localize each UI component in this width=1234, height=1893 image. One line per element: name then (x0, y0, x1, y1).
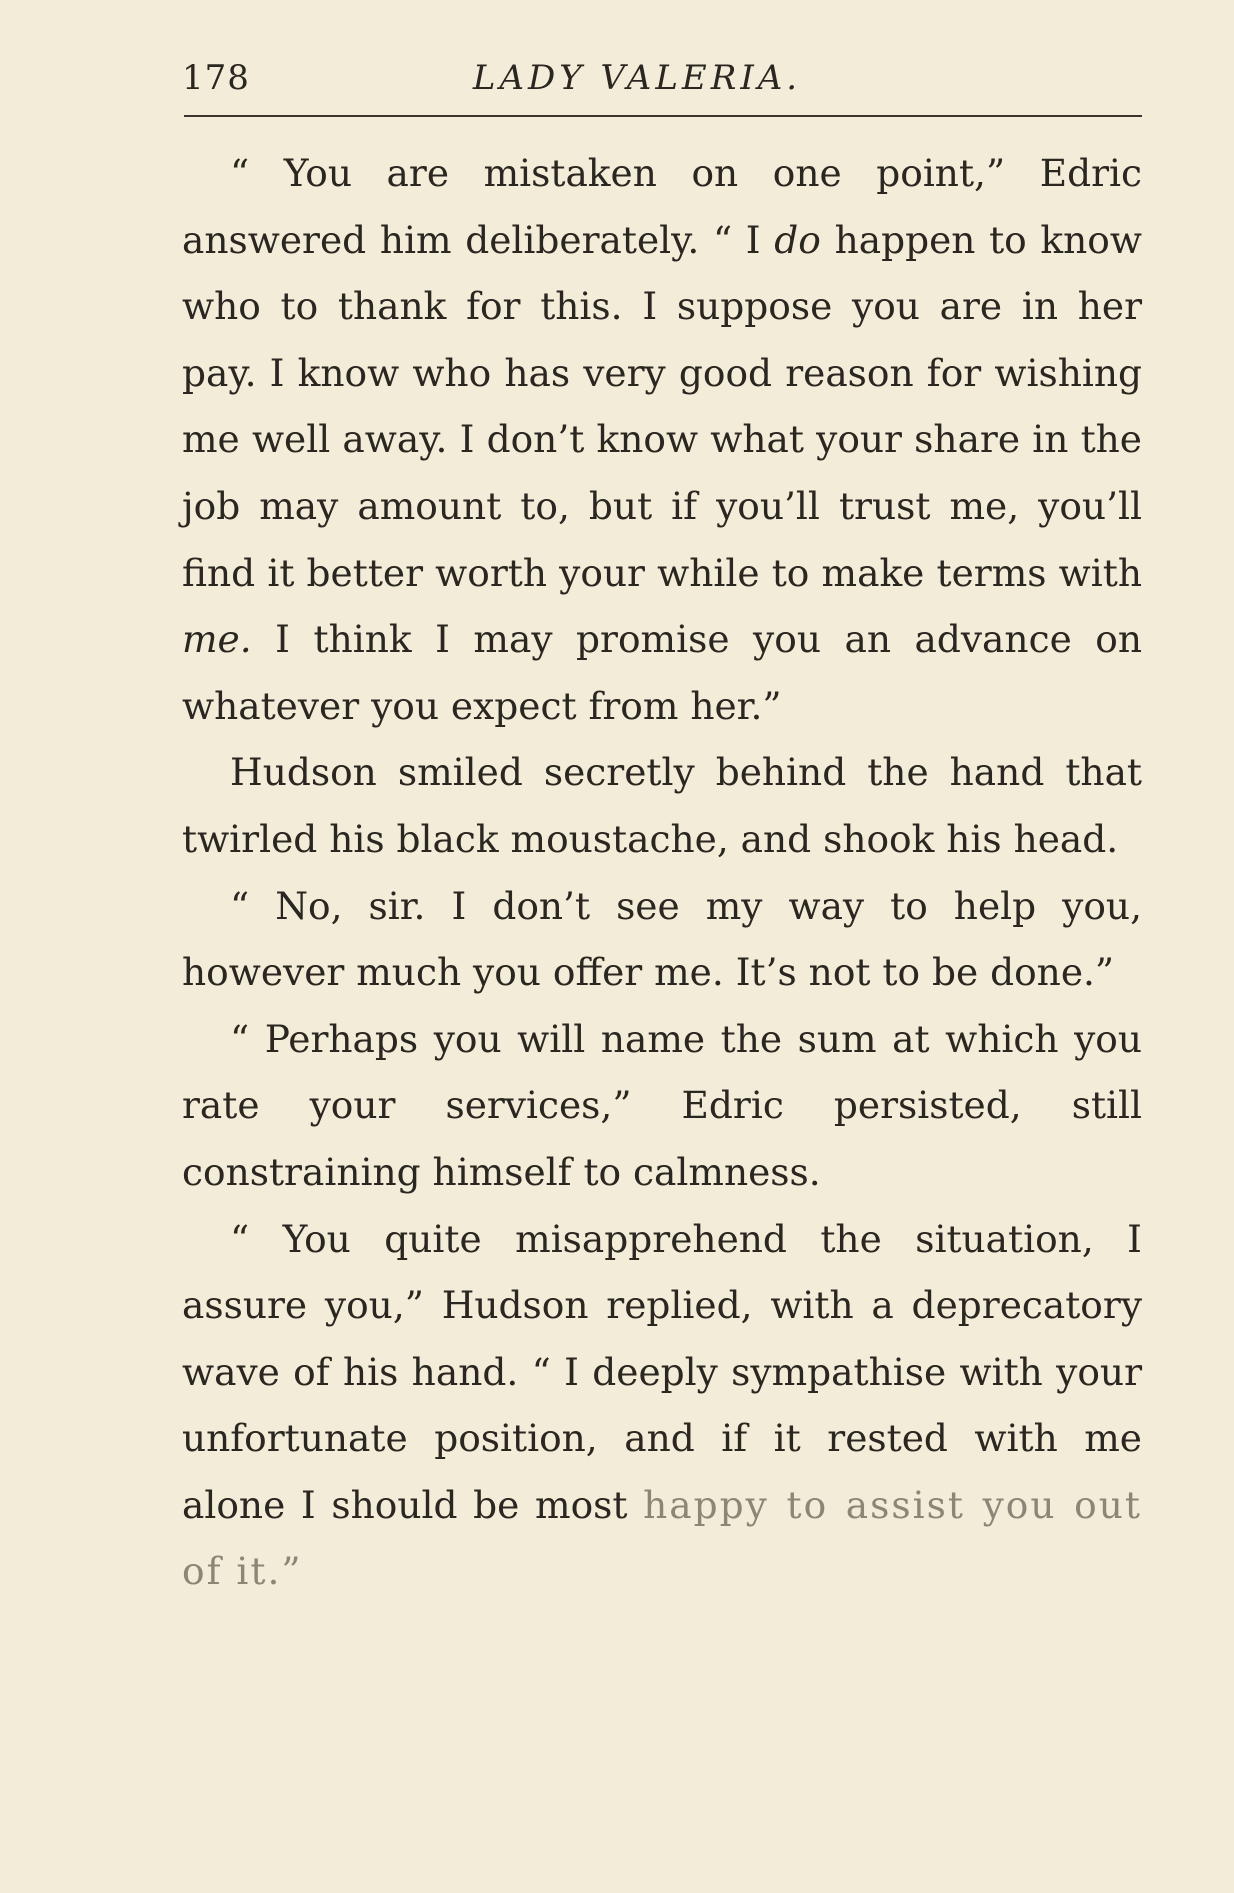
header-rule (184, 115, 1142, 117)
body-text (182, 140, 1142, 1605)
running-title: LADY VALERIA. (472, 58, 802, 98)
paragraph (182, 1206, 1142, 1606)
text-run: I think I may promise you an advance on whatever you expect from her.” (182, 617, 1142, 728)
page-number: 178 (182, 58, 250, 98)
text-run: “ Perhaps you will name the sum at which you rate your services,” Edric persisted, still constraining himself to calmness. (182, 1016, 1142, 1194)
italic-text-run: do (774, 217, 821, 262)
text-run: Hudson smiled secretly behind the hand that twirled his black moustache, and shook his head. (182, 750, 1142, 861)
faded-text-run: happy to assist you out of it.” (182, 1482, 1142, 1594)
text-run: “ You quite misapprehend the situation, I assure you,” Hudson replied, with a deprecatory wave of his hand. “ I deeply sympathise with your unfortunate position, and if it rested with me alone I should be most (182, 1216, 1142, 1527)
text-run: “ You are mistaken on one point,” Edric answered him deliberately. “ I (182, 151, 1142, 262)
paragraph (182, 873, 1142, 1006)
paragraph (182, 140, 1142, 739)
italic-text-run: me. (182, 617, 252, 662)
text-run: “ No, sir. I don’t see my way to help you, however much you offer me. It’s not to be done.” (182, 883, 1142, 995)
paragraph (182, 739, 1142, 872)
paragraph (182, 1006, 1142, 1206)
text-run: happen to know who to thank for this. I suppose you are in her pay. I know who has very good reason for wishing me well away. I don’t know what your share in the job may amount to, but if you’ll trust me, you’ll find it better worth your while to make terms with (182, 217, 1142, 595)
